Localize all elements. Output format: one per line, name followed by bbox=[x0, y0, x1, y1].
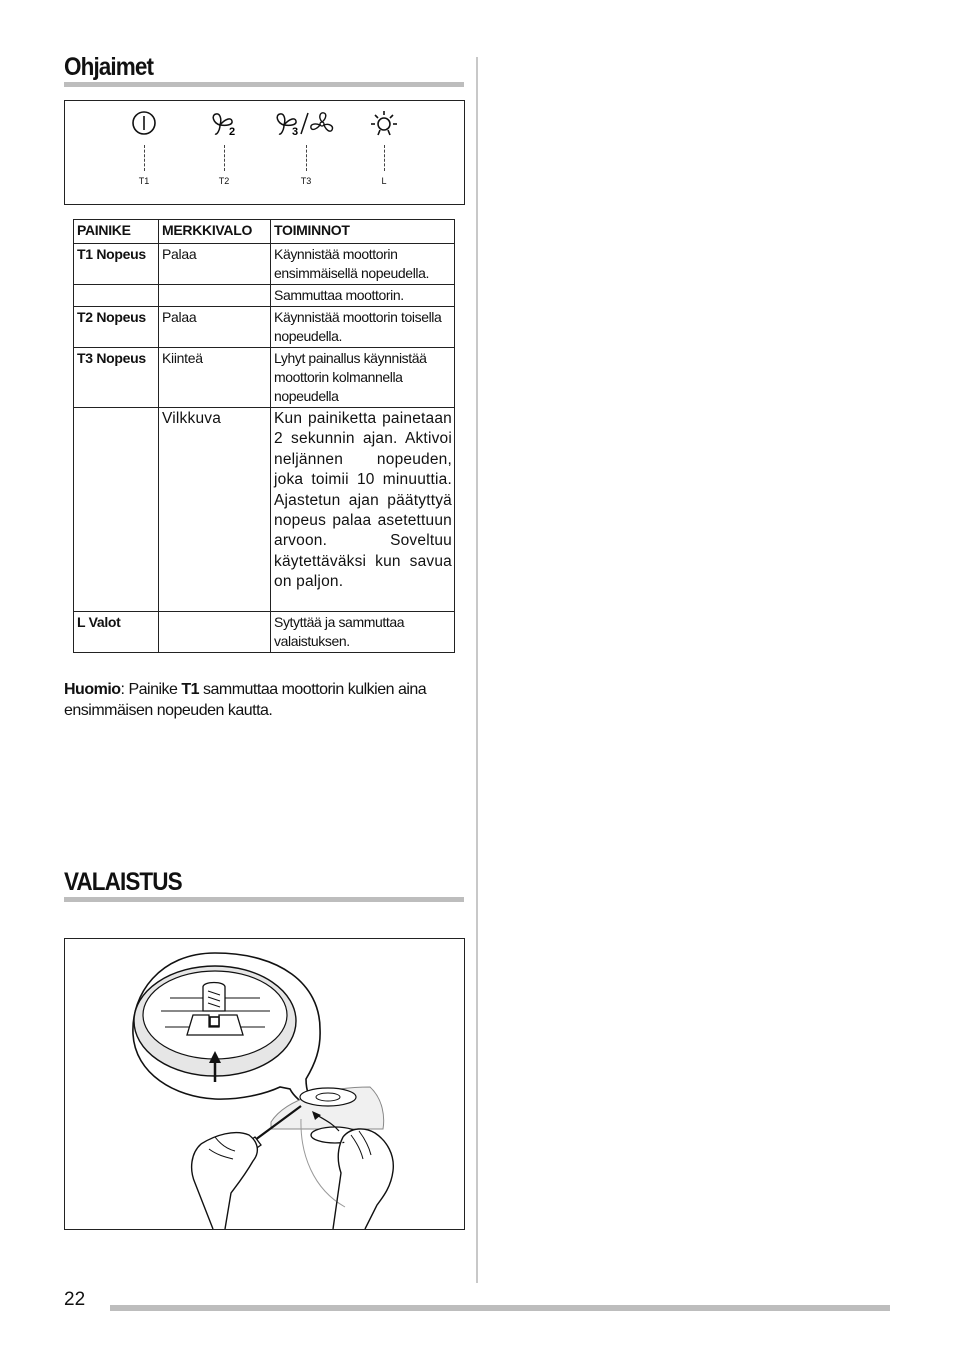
column-divider bbox=[476, 57, 478, 1283]
note-text: : Painike bbox=[120, 681, 182, 698]
indicator-cell bbox=[159, 285, 271, 307]
control-label: T3 bbox=[300, 176, 312, 186]
control-label: T2 bbox=[218, 176, 230, 186]
title-underline bbox=[64, 897, 464, 902]
hood-light-illustration bbox=[65, 939, 464, 1229]
indicator-cell: Kiinteä bbox=[159, 348, 271, 408]
control-t3 bbox=[274, 109, 338, 186]
header-cell: PAINIKE bbox=[74, 220, 159, 244]
indicator-cell bbox=[159, 612, 271, 653]
header-cell: MERKKIVALO bbox=[159, 220, 271, 244]
function-cell: Käynnistää moottorin toisella nopeudella. bbox=[271, 307, 455, 348]
title-underline bbox=[64, 82, 464, 87]
indicator-line bbox=[224, 145, 225, 171]
hand-icon bbox=[192, 1133, 258, 1229]
section-title-controls: Ohjaimet bbox=[64, 53, 154, 81]
note-key: T1 bbox=[181, 681, 200, 698]
control-l bbox=[354, 109, 414, 186]
light-icon bbox=[369, 109, 399, 137]
table-row bbox=[74, 612, 455, 653]
function-cell: Kun painiketta painetaan 2 sekunnin ajan. Aktivoi neljännen nopeuden, joka toimii 10 minuuttia. Ajastetun ajan päätyttyä nopeus palaa asetettuun arvoon. Soveltuu käytettäväksi kun savua on paljon. bbox=[271, 408, 455, 612]
table-row bbox=[74, 408, 455, 612]
button-cell bbox=[74, 285, 159, 307]
footer-bar bbox=[110, 1305, 890, 1311]
control-panel-diagram bbox=[64, 100, 465, 205]
indicator-line bbox=[306, 145, 307, 171]
page-number: 22 bbox=[64, 1289, 86, 1310]
control-label: T1 bbox=[138, 176, 150, 186]
power-icon bbox=[129, 109, 159, 137]
table-row bbox=[74, 307, 455, 348]
svg-text:2: 2 bbox=[229, 126, 236, 137]
indicator-cell: Palaa bbox=[159, 244, 271, 285]
function-cell: Lyhyt painallus käynnistää moottorin kolmannella nopeudella bbox=[271, 348, 455, 408]
note-label: Huomio bbox=[64, 681, 121, 698]
control-t1 bbox=[114, 109, 174, 186]
indicator-cell: Palaa bbox=[159, 307, 271, 348]
function-cell: Sammuttaa moottorin. bbox=[271, 285, 455, 307]
lighting-illustration bbox=[64, 938, 465, 1230]
function-cell: Sytyttää ja sammuttaa valaistuksen. bbox=[271, 612, 455, 653]
section-title-lighting: VALAISTUS bbox=[64, 868, 182, 896]
table-row bbox=[74, 244, 455, 285]
indicator-line bbox=[384, 145, 385, 171]
header-cell: TOIMINNOT bbox=[271, 220, 455, 244]
hand-icon bbox=[333, 1129, 393, 1229]
control-label: L bbox=[381, 176, 387, 186]
table-header-row bbox=[74, 220, 455, 244]
control-t2 bbox=[194, 109, 254, 186]
function-cell: Käynnistää moottorin ensimmäisellä nopeudella. bbox=[271, 244, 455, 285]
note-text: sammuttaa moottorin kulkien aina ensimmäisen nopeuden kautta. bbox=[64, 681, 427, 719]
note-paragraph bbox=[64, 679, 459, 721]
indicator-line bbox=[144, 145, 145, 171]
fan-speed-3-icon bbox=[274, 109, 338, 137]
indicator-cell: Vilkkuva bbox=[159, 408, 271, 612]
button-cell: T1 Nopeus bbox=[74, 244, 159, 285]
table-row bbox=[74, 348, 455, 408]
controls-function-table bbox=[73, 219, 455, 653]
button-cell bbox=[74, 408, 159, 612]
table-row bbox=[74, 285, 455, 307]
button-cell: T2 Nopeus bbox=[74, 307, 159, 348]
button-cell: T3 Nopeus bbox=[74, 348, 159, 408]
fan-speed-2-icon bbox=[207, 109, 241, 137]
svg-text:3: 3 bbox=[292, 126, 299, 137]
button-cell: L Valot bbox=[74, 612, 159, 653]
